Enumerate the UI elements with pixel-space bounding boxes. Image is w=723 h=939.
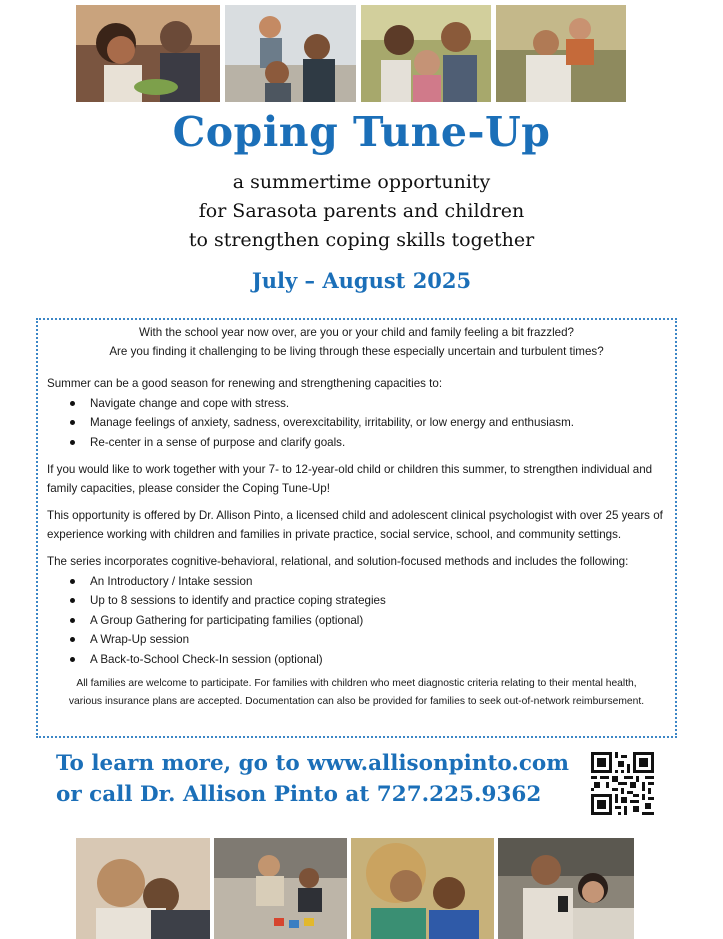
list-item: [70, 413, 666, 433]
program-details-box: [36, 318, 677, 738]
subtitle-line: a summertime opportunity: [232, 171, 491, 193]
list-item: [70, 591, 666, 611]
photo-mother-hug: [76, 838, 210, 939]
list-item-text: A Back-to-School Check-In session (optional): [90, 652, 323, 666]
list-item-text: Up to 8 sessions to identify and practice coping strategies: [90, 594, 386, 607]
photo-family-beach: [225, 5, 356, 102]
bullet-icon: [70, 440, 75, 445]
bullet-icon: [70, 420, 75, 425]
subtitle-line: to strengthen coping skills together: [188, 229, 535, 251]
provider-paragraph: This opportunity is offered by Dr. Allison Pinto, a licensed child and adolescent clinical psychologist with over 25 years of experience working with children and families in private practice, social service, school, and community settings.: [47, 509, 663, 541]
insurance-note: [47, 675, 666, 711]
bottom-photo-row: [0, 838, 723, 939]
list-item: [70, 650, 666, 670]
bullet-icon: [70, 618, 75, 623]
list-item-text: Navigate change and cope with stress.: [90, 396, 290, 410]
invitation-paragraph: If you would like to work together with your 7- to 12-year-old child or children this summer, to strengthen individual and family capacities, please consider the Coping Tune-Up!: [47, 463, 653, 495]
list-item: [70, 394, 666, 414]
list-item: [70, 630, 666, 650]
photo-family-cooking: [76, 5, 220, 102]
list-item-text: Manage feelings of anxiety, sadness, overexcitability, irritability, or low energy and enthusiasm.: [90, 416, 574, 429]
top-photo-row: [0, 5, 723, 102]
capacities-lead: Summer can be a good season for renewing and strengthening capacities to:: [47, 377, 443, 390]
bullet-icon: [70, 579, 75, 584]
photo-mothers-child: [361, 5, 491, 102]
program-dates: July – August 2025: [251, 268, 472, 293]
list-item: [70, 572, 666, 592]
bullet-icon: [70, 401, 75, 406]
call-to-action: [56, 748, 596, 810]
list-item: [70, 611, 666, 631]
list-item-text: An Introductory / Intake session: [90, 574, 253, 588]
series-list: [47, 572, 666, 670]
list-item-text: A Wrap-Up session: [90, 633, 190, 646]
series-lead: The series incorporates cognitive-behavioral, relational, and solution-focused methods and includes the following:: [47, 555, 629, 568]
bullet-icon: [70, 598, 75, 603]
capacities-list: [47, 394, 666, 453]
bullet-icon: [70, 637, 75, 642]
website-line[interactable]: To learn more, go to www.allisonpinto.com: [56, 751, 570, 776]
list-item: [70, 433, 666, 453]
subtitle-line: for Sarasota parents and children: [198, 200, 525, 222]
phone-line[interactable]: or call Dr. Allison Pinto at 727.225.9362: [56, 782, 542, 807]
intro-question: Are you finding it challenging to be living through these especially uncertain and turbulent times?: [109, 344, 604, 358]
photo-parent-teen: [351, 838, 494, 939]
photo-mother-daughter-phone: [498, 838, 634, 939]
insurance-note-line: various insurance plans are accepted. Documentation can also be provided for families to seek out-of-network reimbursement.: [68, 696, 645, 707]
flyer-title: Coping Tune-Up: [172, 108, 551, 156]
flyer-subtitle: [0, 168, 723, 255]
qr-code-icon[interactable]: [591, 752, 654, 815]
photo-family-living-room: [214, 838, 347, 939]
photo-father-piggyback: [496, 5, 626, 102]
list-item-text: A Group Gathering for participating families (optional): [90, 613, 364, 627]
insurance-note-line: All families are welcome to participate. For families with children who meet diagnostic criteria relating to their mental health,: [76, 678, 637, 689]
list-item-text: Re-center in a sense of purpose and clarify goals.: [90, 435, 346, 449]
bullet-icon: [70, 657, 75, 662]
intro-question: With the school year now over, are you or your child and family feeling a bit frazzled?: [139, 326, 574, 339]
